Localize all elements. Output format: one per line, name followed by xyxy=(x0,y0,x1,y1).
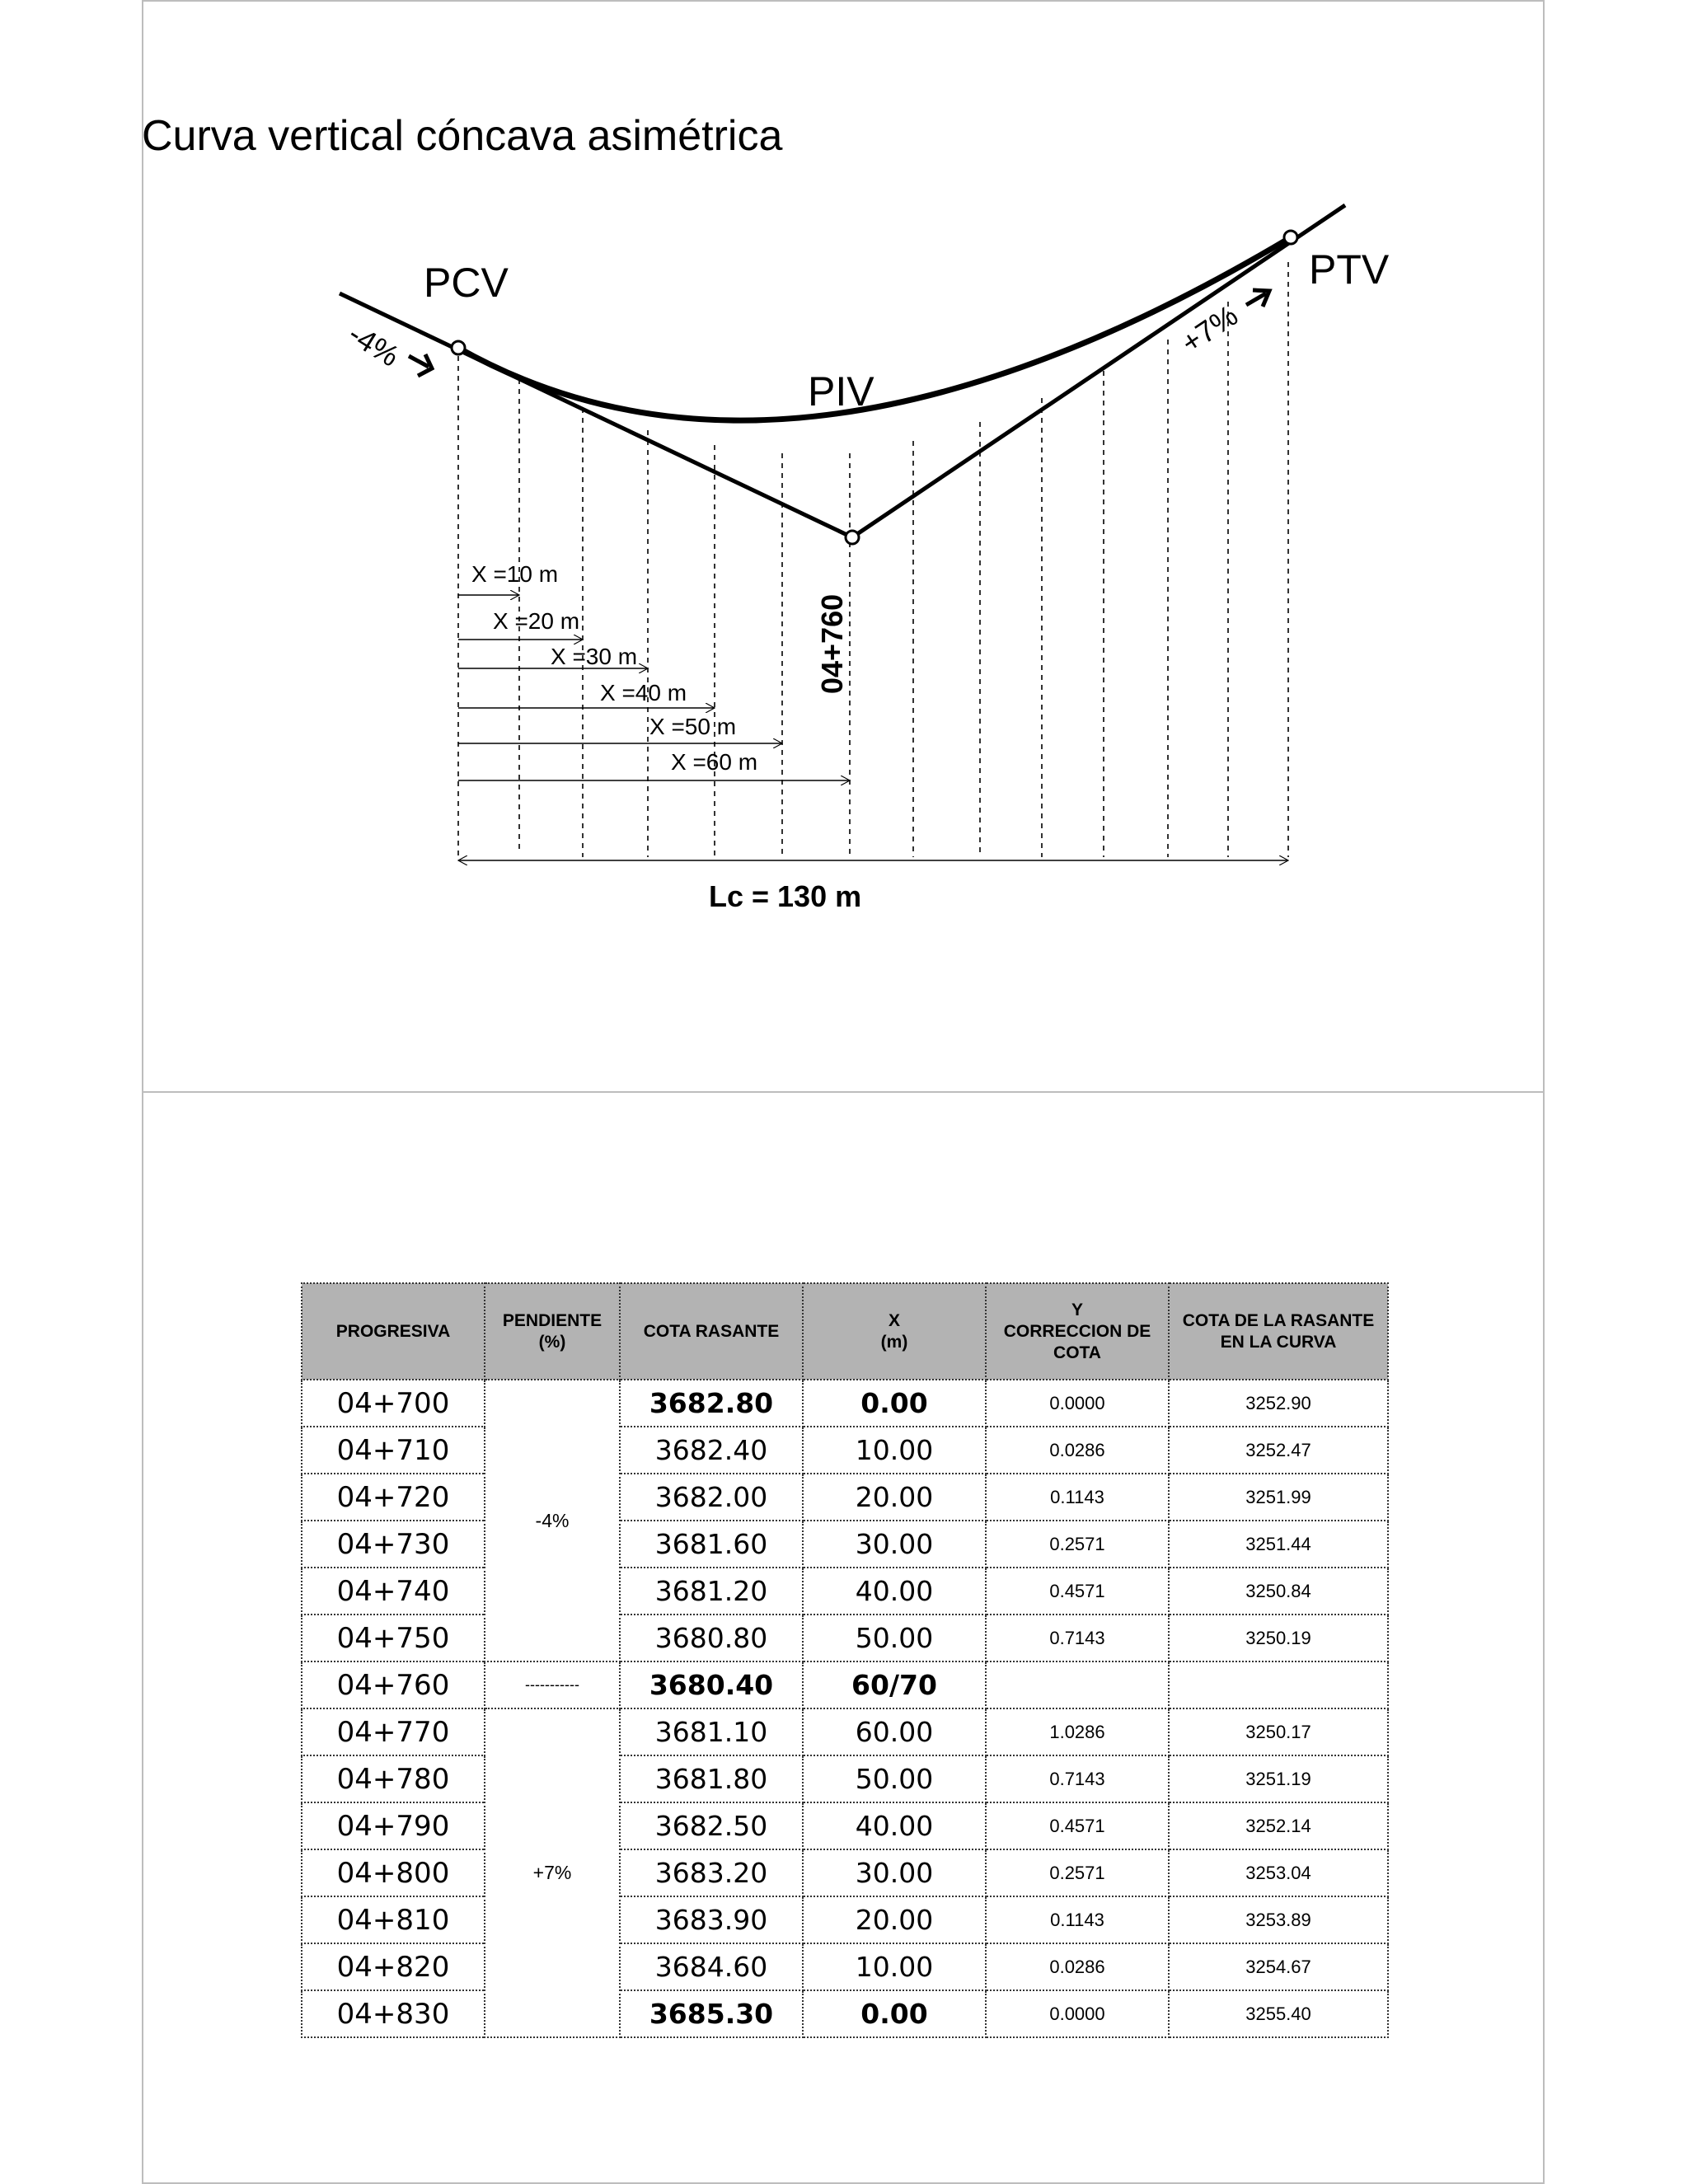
progresiva-cell: 04+760 xyxy=(302,1661,485,1708)
cota-rasante-cell: 3682.50 xyxy=(620,1802,803,1849)
y-correction-cell: 0.1143 xyxy=(986,1896,1169,1943)
cota-curva-cell: 3250.84 xyxy=(1169,1568,1388,1615)
curve-length-label: Lc = 130 m xyxy=(709,879,862,913)
x-marker-label: X =50 m xyxy=(649,714,737,739)
x-cell: 60/70 xyxy=(803,1661,986,1708)
x-cell: 40.00 xyxy=(803,1802,986,1849)
piv-point xyxy=(846,531,859,544)
cota-curva-cell: 3251.19 xyxy=(1169,1755,1388,1802)
cota-rasante-cell: 3680.80 xyxy=(620,1615,803,1661)
cota-curva-cell: 3255.40 xyxy=(1169,1990,1388,2037)
table-row xyxy=(302,1474,1388,1521)
pendiente-cell: -4% xyxy=(485,1380,620,1661)
progresiva-cell: 04+830 xyxy=(302,1990,485,2037)
x-cell: 10.00 xyxy=(803,1943,986,1990)
cota-curva-cell: 3253.04 xyxy=(1169,1849,1388,1896)
tangent-left xyxy=(340,293,852,537)
x-cell: 20.00 xyxy=(803,1474,986,1521)
progresiva-cell: 04+790 xyxy=(302,1802,485,1849)
cota-curva-cell: 3252.14 xyxy=(1169,1802,1388,1849)
x-cell: 20.00 xyxy=(803,1896,986,1943)
x-cell: 0.00 xyxy=(803,1380,986,1427)
x-marker-label: X =10 m xyxy=(471,561,559,587)
progresiva-cell: 04+700 xyxy=(302,1380,485,1427)
cota-rasante-cell: 3681.20 xyxy=(620,1568,803,1615)
table-row xyxy=(302,1427,1388,1474)
piv-label: PIV xyxy=(808,368,874,415)
header-cota-curva: COTA DE LA RASANTE EN LA CURVA xyxy=(1169,1283,1388,1380)
cota-rasante-cell: 3684.60 xyxy=(620,1943,803,1990)
x-marker-label: X =30 m xyxy=(551,644,638,669)
x-cell: 10.00 xyxy=(803,1427,986,1474)
ptv-point xyxy=(1284,231,1297,244)
x-cell: 30.00 xyxy=(803,1849,986,1896)
ordinate-lines xyxy=(458,262,1288,857)
header-x: X (m) xyxy=(803,1283,986,1380)
x-marker-label: X =40 m xyxy=(600,680,687,705)
cota-rasante-cell: 3683.90 xyxy=(620,1896,803,1943)
header-progresiva: PROGRESIVA xyxy=(302,1283,485,1380)
y-correction-cell: 0.0286 xyxy=(986,1943,1169,1990)
y-correction-cell: 0.0000 xyxy=(986,1380,1169,1427)
cota-curva-cell: 3252.90 xyxy=(1169,1380,1388,1427)
x-cell: 40.00 xyxy=(803,1568,986,1615)
table-row xyxy=(302,1521,1388,1568)
y-correction-cell: 1.0286 xyxy=(986,1708,1169,1755)
y-correction-cell: 0.1143 xyxy=(986,1474,1169,1521)
cota-curva-cell: 3252.47 xyxy=(1169,1427,1388,1474)
table-row xyxy=(302,1708,1388,1755)
table-row xyxy=(302,1990,1388,2037)
y-correction-cell: 0.7143 xyxy=(986,1615,1169,1661)
progresiva-cell: 04+770 xyxy=(302,1708,485,1755)
pcv-point xyxy=(452,341,465,354)
cota-curva-cell xyxy=(1169,1661,1388,1708)
curve-table xyxy=(301,1282,1389,2038)
progresiva-cell: 04+720 xyxy=(302,1474,485,1521)
cota-curva-cell: 3251.44 xyxy=(1169,1521,1388,1568)
header-pendiente: PENDIENTE (%) xyxy=(485,1283,620,1380)
table-row xyxy=(302,1661,1388,1708)
table-row xyxy=(302,1568,1388,1615)
y-correction-cell: 0.0286 xyxy=(986,1427,1169,1474)
y-correction-cell: 0.2571 xyxy=(986,1521,1169,1568)
pendiente-separator: ----------- xyxy=(485,1661,620,1708)
table-row xyxy=(302,1849,1388,1896)
progresiva-cell: 04+740 xyxy=(302,1568,485,1615)
slope-left-label: -4% xyxy=(342,316,406,373)
ptv-label: PTV xyxy=(1309,246,1390,293)
cota-curva-cell: 3254.67 xyxy=(1169,1943,1388,1990)
y-correction-cell: 0.4571 xyxy=(986,1802,1169,1849)
progresiva-cell: 04+810 xyxy=(302,1896,485,1943)
x-cell: 50.00 xyxy=(803,1755,986,1802)
cota-rasante-cell: 3681.80 xyxy=(620,1755,803,1802)
cota-curva-cell: 3250.17 xyxy=(1169,1708,1388,1755)
cota-rasante-cell: 3681.10 xyxy=(620,1708,803,1755)
header-y: Y CORRECCION DE COTA xyxy=(986,1283,1169,1380)
tangent-right xyxy=(852,205,1345,537)
cota-rasante-cell: 3683.20 xyxy=(620,1849,803,1896)
y-correction-cell: 0.4571 xyxy=(986,1568,1169,1615)
table-row xyxy=(302,1802,1388,1849)
cota-rasante-cell: 3682.40 xyxy=(620,1427,803,1474)
progresiva-cell: 04+820 xyxy=(302,1943,485,1990)
header-cota-rasante: COTA RASANTE xyxy=(620,1283,803,1380)
table-row xyxy=(302,1896,1388,1943)
cota-curva-cell: 3250.19 xyxy=(1169,1615,1388,1661)
cota-curva-cell: 3253.89 xyxy=(1169,1896,1388,1943)
progresiva-cell: 04+750 xyxy=(302,1615,485,1661)
y-correction-cell: 0.2571 xyxy=(986,1849,1169,1896)
pendiente-cell: +7% xyxy=(485,1708,620,2037)
vertical-curve xyxy=(458,237,1291,420)
x-cell: 0.00 xyxy=(803,1990,986,2037)
cota-rasante-cell: 3680.40 xyxy=(620,1661,803,1708)
pcv-label: PCV xyxy=(424,260,509,306)
progresiva-cell: 04+780 xyxy=(302,1755,485,1802)
cota-rasante-cell: 3681.60 xyxy=(620,1521,803,1568)
progresiva-cell: 04+730 xyxy=(302,1521,485,1568)
cota-curva-cell: 3251.99 xyxy=(1169,1474,1388,1521)
x-cell: 30.00 xyxy=(803,1521,986,1568)
table-header-row xyxy=(302,1283,1388,1380)
cota-rasante-cell: 3682.00 xyxy=(620,1474,803,1521)
table-body xyxy=(302,1380,1388,2037)
cota-rasante-cell: 3685.30 xyxy=(620,1990,803,2037)
y-correction-cell: 0.0000 xyxy=(986,1990,1169,2037)
table-row xyxy=(302,1943,1388,1990)
x-marker-label: X =20 m xyxy=(493,608,580,634)
table-row xyxy=(302,1615,1388,1661)
x-cell: 60.00 xyxy=(803,1708,986,1755)
progresiva-cell: 04+710 xyxy=(302,1427,485,1474)
slope-right-label: +7% xyxy=(1175,298,1245,360)
y-correction-cell: 0.7143 xyxy=(986,1755,1169,1802)
station-label: 04+760 xyxy=(815,593,849,694)
y-correction-cell xyxy=(986,1661,1169,1708)
x-cell: 50.00 xyxy=(803,1615,986,1661)
vertical-curve-diagram xyxy=(0,0,1688,940)
progresiva-cell: 04+800 xyxy=(302,1849,485,1896)
table-row xyxy=(302,1755,1388,1802)
x-marker-label: X =60 m xyxy=(671,749,758,775)
diagram-title: Curva vertical cóncava asimétrica xyxy=(142,112,783,160)
table-row xyxy=(302,1380,1388,1427)
cota-rasante-cell: 3682.80 xyxy=(620,1380,803,1427)
